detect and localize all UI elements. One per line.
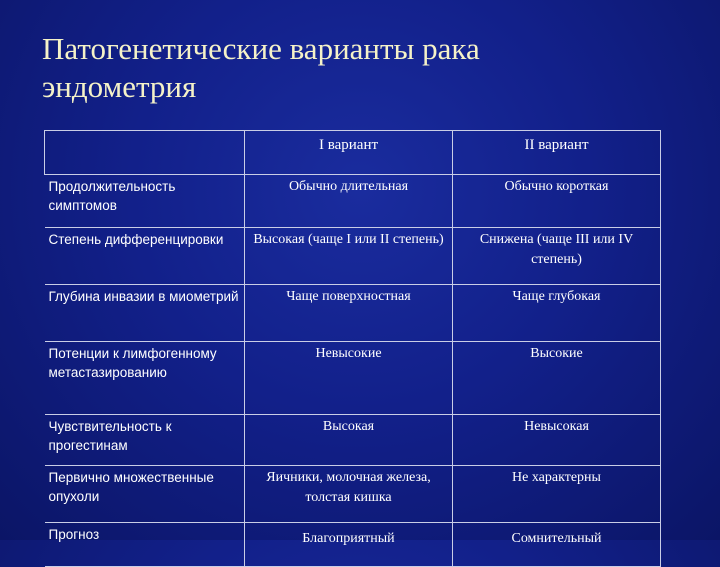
variant-2-value: Снижена (чаще III или IV степень) bbox=[453, 228, 661, 285]
row-label: Чувствительность к прогестинам bbox=[45, 415, 245, 466]
row-label: Потенции к лимфогенному метастазированию bbox=[45, 342, 245, 415]
slide-title bbox=[42, 30, 682, 106]
slide-title-line-1: Патогенетические варианты рака bbox=[42, 31, 480, 66]
table-row bbox=[45, 342, 661, 415]
header-variant-1: I вариант bbox=[245, 131, 453, 175]
variant-1-value: Обычно длительная bbox=[245, 175, 453, 228]
variant-2-value: Чаще глубокая bbox=[453, 285, 661, 342]
variant-1-value: Яичники, молочная железа, толстая кишка bbox=[245, 466, 453, 523]
row-label: Степень дифференцировки bbox=[45, 228, 245, 285]
variant-2-value: Обычно короткая bbox=[453, 175, 661, 228]
variant-1-value: Чаще поверхностная bbox=[245, 285, 453, 342]
table-row bbox=[45, 228, 661, 285]
row-label: Прогноз bbox=[45, 523, 245, 567]
variant-2-value: Невысокая bbox=[453, 415, 661, 466]
variant-2-value: Высокие bbox=[453, 342, 661, 415]
comparison-table bbox=[44, 130, 661, 567]
variant-1-value: Высокая bbox=[245, 415, 453, 466]
row-label: Первично множественные опухоли bbox=[45, 466, 245, 523]
row-label: Продолжительность симптомов bbox=[45, 175, 245, 228]
row-label: Глубина инвазии в миометрий bbox=[45, 285, 245, 342]
variant-2-value: Не характерны bbox=[453, 466, 661, 523]
variant-1-value: Высокая (чаще I или II степень) bbox=[245, 228, 453, 285]
variant-2-value: Сомнительный bbox=[453, 523, 661, 567]
table-row bbox=[45, 466, 661, 523]
header-variant-2: II вариант bbox=[453, 131, 661, 175]
table-header-row bbox=[45, 131, 661, 175]
table-row bbox=[45, 285, 661, 342]
header-blank-cell bbox=[45, 131, 245, 175]
variant-1-value: Невысокие bbox=[245, 342, 453, 415]
table-row bbox=[45, 175, 661, 228]
table-row bbox=[45, 523, 661, 567]
variant-1-value: Благоприятный bbox=[245, 523, 453, 567]
table-row bbox=[45, 415, 661, 466]
slide-title-line-2: эндометрия bbox=[42, 69, 197, 104]
